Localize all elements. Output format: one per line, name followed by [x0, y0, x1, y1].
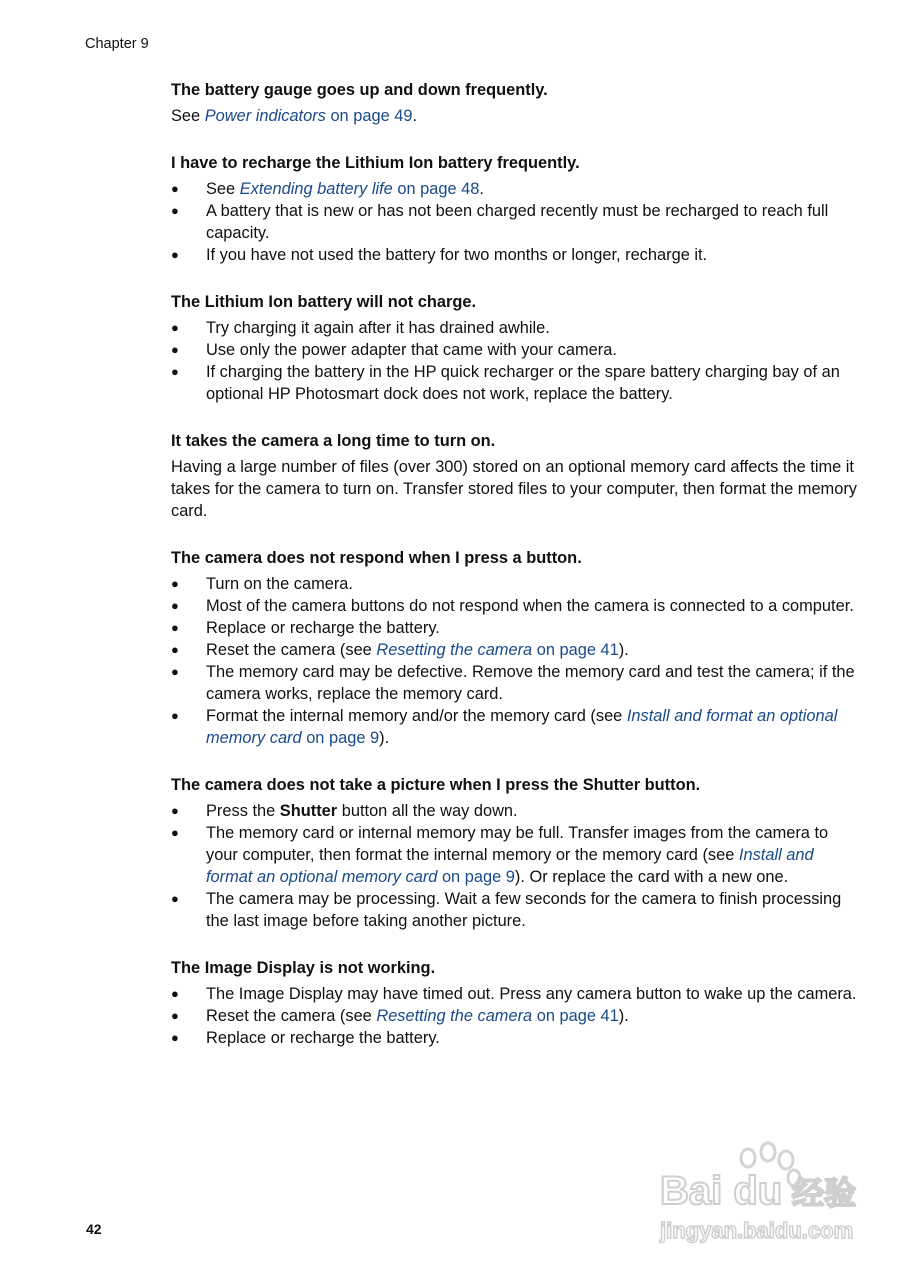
install-format-card-link[interactable]: Install and format an optional memory card on page 9 [206, 846, 814, 886]
resetting-camera-link[interactable]: Resetting the camera on page 41 [376, 1007, 619, 1025]
list-item: ● Use only the power adapter that came with your camera. [171, 339, 857, 361]
install-format-card-link[interactable]: Install and format an optional memory card on page 9 [206, 707, 838, 747]
watermark-url: jingyan.baidu.com [660, 1218, 854, 1243]
list-item: ● Press the Shutter button all the way down. [171, 800, 857, 822]
section-no-button-response [171, 547, 857, 749]
list-item: ● The camera may be processing. Wait a few seconds for the camera to finish processing the last image before taking another picture. [171, 888, 857, 932]
list-item: ● Most of the camera buttons do not respond when the camera is connected to a computer. [171, 595, 857, 617]
bullet-list [171, 178, 857, 266]
resetting-camera-link[interactable]: Resetting the camera on page 41 [376, 641, 619, 659]
list-item: ● The memory card may be defective. Remove the memory card and test the camera; if the camera works, replace the memory card. [171, 661, 857, 705]
list-item: ● Try charging it again after it has drained awhile. [171, 317, 857, 339]
section-no-picture [171, 774, 857, 932]
page-content [171, 79, 857, 1074]
section-image-display [171, 957, 857, 1049]
list-item: ● The memory card or internal memory may be full. Transfer images from the camera to your computer, then format the internal memory or the memory card (see Install and format an optional memory card on page 9). Or replace the card with a new one. [171, 822, 857, 888]
section-battery-gauge [171, 79, 857, 127]
section-heading: The battery gauge goes up and down frequently. [171, 81, 548, 99]
list-item: ● Format the internal memory and/or the memory card (see Install and format an optional memory card on page 9). [171, 705, 857, 749]
chapter-label: Chapter 9 [85, 36, 149, 52]
list-item: ● Turn on the camera. [171, 573, 857, 595]
watermark-brand: Bai du [660, 1169, 783, 1213]
list-item: ● Reset the camera (see Resetting the camera on page 41). [171, 639, 857, 661]
list-item: ● Replace or recharge the battery. [171, 617, 857, 639]
section-heading: The Lithium Ion battery will not charge. [171, 293, 477, 311]
section-heading: The camera does not respond when I press a button. [171, 549, 582, 567]
section-heading: The Image Display is not working. [171, 959, 436, 977]
extending-battery-life-link[interactable]: Extending battery life on page 48 [239, 180, 480, 198]
power-indicators-link[interactable]: Power indicators on page 49 [204, 107, 413, 125]
watermark-brand-cn: 经验 [792, 1174, 857, 1212]
section-heading: I have to recharge the Lithium Ion battery frequently. [171, 154, 580, 172]
section-recharge-frequently [171, 152, 857, 266]
bullet-list [171, 800, 857, 932]
bullet-list [171, 573, 857, 749]
list-item: ● A battery that is new or has not been charged recently must be recharged to reach full capacity. [171, 200, 857, 244]
bullet-list [171, 317, 857, 405]
section-long-turn-on [171, 430, 857, 522]
section-text: See Power indicators on page 49. [171, 107, 418, 125]
section-heading: It takes the camera a long time to turn on. [171, 432, 496, 450]
bullet-list [171, 983, 857, 1049]
list-item: ● Replace or recharge the battery. [171, 1027, 857, 1049]
list-item: ● If you have not used the battery for two months or longer, recharge it. [171, 244, 857, 266]
section-heading: The camera does not take a picture when I press the Shutter button. [171, 776, 701, 794]
list-item: ● If charging the battery in the HP quick recharger or the spare battery charging bay of an optional HP Photosmart dock does not work, replace the battery. [171, 361, 857, 405]
list-item: ● Reset the camera (see Resetting the camera on page 41). [171, 1005, 857, 1027]
list-item: ● The Image Display may have timed out. Press any camera button to wake up the camera. [171, 983, 857, 1005]
list-item: ● See Extending battery life on page 48. [171, 178, 857, 200]
section-will-not-charge [171, 291, 857, 405]
baidu-watermark [656, 1140, 870, 1248]
section-text: Having a large number of files (over 300) stored on an optional memory card affects the time it takes for the camera to turn on. Transfer stored files to your computer, then format the memory card. [171, 458, 857, 520]
page-number: 42 [86, 1221, 102, 1237]
